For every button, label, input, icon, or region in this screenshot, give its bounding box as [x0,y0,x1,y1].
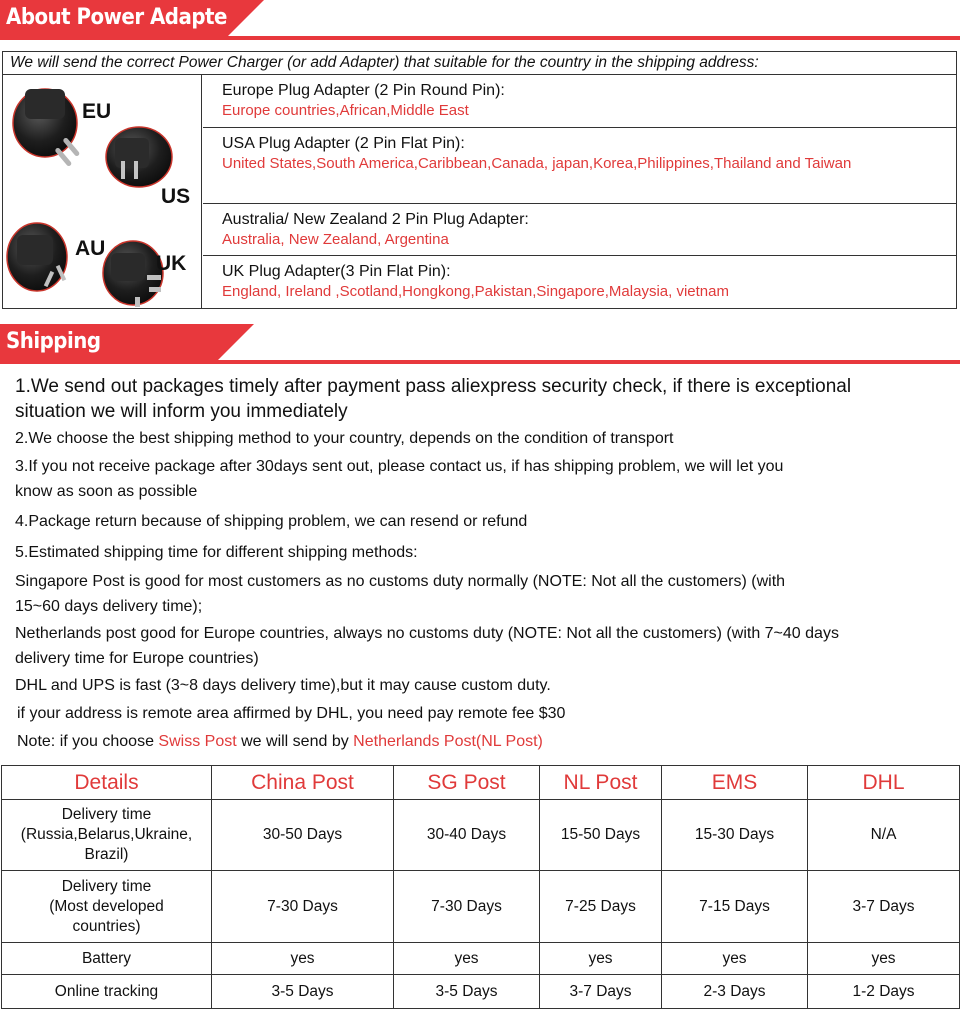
netherlands-post-note-cont: delivery time for Europe countries) [15,650,259,667]
adapter-table [2,51,957,309]
row-label: Battery [2,943,212,975]
table-cell: 7-15 Days [662,871,808,943]
table-cell: 3-5 Days [212,975,394,1009]
adapter-row-europe [203,75,956,128]
table-cell: 3-7 Days [808,871,960,943]
table-cell: 15-30 Days [662,800,808,871]
table-row [2,943,960,975]
adapter-row-usa [203,128,956,204]
us-plug-icon [106,127,172,187]
table-cell: N/A [808,800,960,871]
plug-adapters-image [3,75,202,308]
adapter-section-heading: About Power Adapter [0,0,228,36]
netherlands-post-note: Netherlands post good for Europe countries, always no customs duty (NOTE: Not all the customers) (with 7~40 days [15,625,839,642]
shipping-point-1: 1.We send out packages timely after payment pass aliexpress security check, if there is exceptional [15,376,852,397]
shipping-section-banner [0,324,960,364]
adapter-row-title: USA Plug Adapter (2 Pin Flat Pin): [222,135,465,152]
adapter-section-banner [0,0,960,40]
table-cell: 7-25 Days [540,871,662,943]
note-prefix: Note: if you choose [17,733,159,750]
adapter-row-australia [203,204,956,256]
shipping-point-2: 2.We choose the best shipping method to your country, depends on the condition of transport [15,430,674,447]
table-cell: 3-7 Days [540,975,662,1009]
table-cell: yes [808,943,960,975]
row-label [2,871,212,943]
header-ems: EMS [662,766,808,800]
header-dhl: DHL [808,766,960,800]
table-cell: 1-2 Days [808,975,960,1009]
dhl-ups-note: DHL and UPS is fast (3~8 days delivery time),but it may cause custom duty. [15,677,551,694]
note-mid: we will send by [236,733,354,750]
header-details: Details [2,766,212,800]
shipping-point-4: 4.Package return because of shipping problem, we can resend or refund [15,513,528,530]
singapore-post-note-cont: 15~60 days delivery time); [15,598,203,615]
row-label-text: Delivery time (Most developed countries) [49,877,164,935]
au-label: AU [75,237,106,260]
table-cell: 7-30 Days [394,871,540,943]
shipping-methods-table [1,765,960,1009]
row-label-text: Delivery time (Russia,Belarus,Ukraine, Brazil) [20,806,193,863]
adapter-notice: We will send the correct Power Charger (or add Adapter) that suitable for the country in the shipping address: [3,52,956,75]
table-cell: yes [540,943,662,975]
header-sg-post: SG Post [394,766,540,800]
adapter-row-title: UK Plug Adapter(3 Pin Flat Pin): [222,263,451,280]
remote-fee-note: if your address is remote area affirmed by DHL, you need pay remote fee $30 [17,705,566,722]
shipping-point-1-cont: situation we will inform you immediately [15,401,348,422]
table-cell: 30-40 Days [394,800,540,871]
header-china-post: China Post [212,766,394,800]
eu-plug-icon [13,89,80,167]
uk-label: UK [156,252,187,275]
singapore-post-note: Singapore Post is good for most customers as no customs duty normally (NOTE: Not all the customers) (with [15,573,786,590]
swiss-post-note [17,729,543,754]
nl-post-text: Netherlands Post(NL Post) [353,733,543,750]
table-header-row [2,766,960,800]
shipping-point-5: 5.Estimated shipping time for different shipping methods: [15,544,418,561]
table-row [2,871,960,943]
table-cell: yes [394,943,540,975]
adapter-row-countries: England, Ireland ,Scotland,Hongkong,Pakistan,Singapore,Malaysia, vietnam [222,283,729,300]
row-label [2,800,212,871]
table-cell: 30-50 Days [212,800,394,871]
adapter-row-countries: Europe countries,African,Middle East [222,102,469,119]
table-cell: 7-30 Days [212,871,394,943]
table-cell: yes [212,943,394,975]
table-cell: 15-50 Days [540,800,662,871]
shipping-section-heading: Shipping [0,324,218,360]
row-label: Online tracking [2,975,212,1009]
uk-plug-icon [103,241,163,307]
shipping-point-3-cont: know as soon as possible [15,483,198,500]
table-cell: 2-3 Days [662,975,808,1009]
shipping-point-3: 3.If you not receive package after 30days sent out, please contact us, if has shipping problem, we will let you [15,458,784,475]
adapter-row-countries: Australia, New Zealand, Argentina [222,231,449,248]
adapter-row-countries: United States,South America,Caribbean,Canada, japan,Korea,Philippines,Thailand and Taiwan [222,155,852,172]
table-cell: yes [662,943,808,975]
swiss-post-text: Swiss Post [158,733,237,750]
adapter-row-title: Australia/ New Zealand 2 Pin Plug Adapter: [222,211,529,228]
header-nl-post: NL Post [540,766,662,800]
us-label: US [161,185,191,208]
table-row [2,800,960,871]
au-plug-icon [7,223,67,291]
eu-label: EU [82,100,112,123]
adapter-row-title: Europe Plug Adapter (2 Pin Round Pin): [222,82,505,99]
table-row [2,975,960,1009]
table-cell: 3-5 Days [394,975,540,1009]
adapter-row-uk [203,256,956,308]
plug-adapters-illustration [3,75,201,307]
